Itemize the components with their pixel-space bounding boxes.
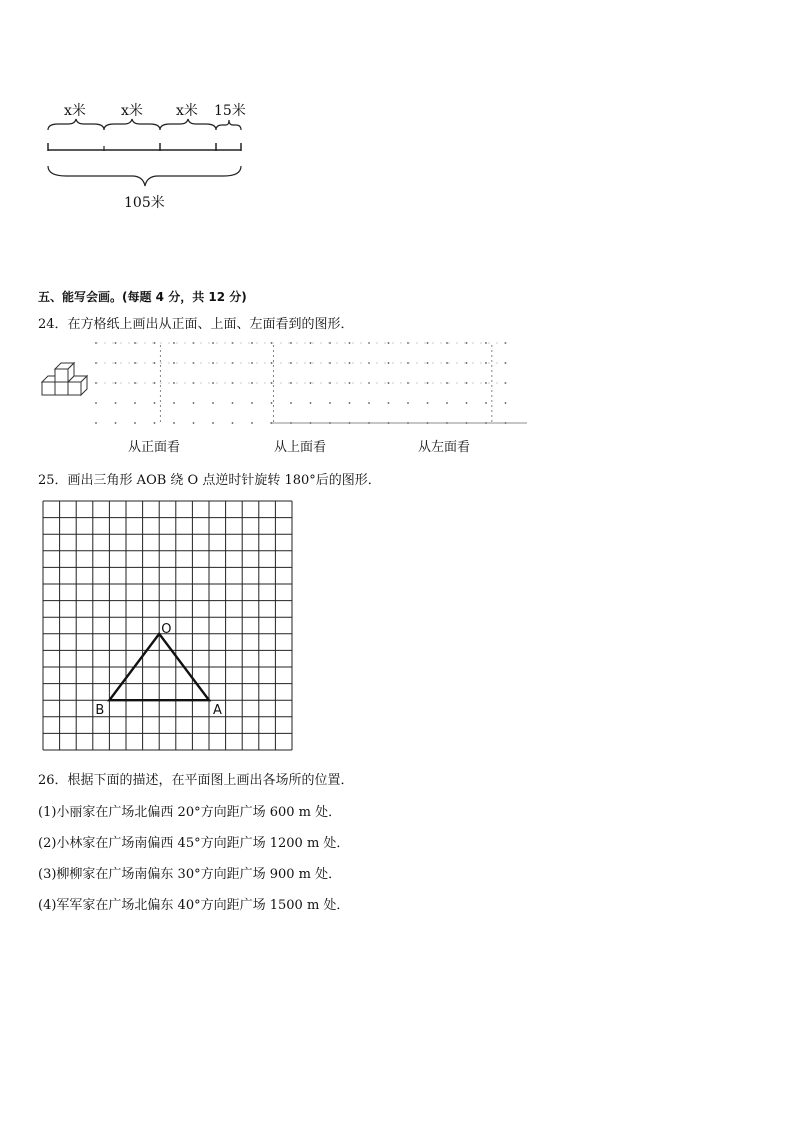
q26-item-1: (1)小丽家在广场北偏西 20°方向距广场 600 m 处． bbox=[38, 805, 342, 820]
point-label-a: A bbox=[213, 703, 222, 719]
q26-item-2: (2)小林家在广场南偏西 45°方向距广场 1200 m 处． bbox=[38, 836, 350, 851]
segment-label-4: 15米 bbox=[214, 103, 246, 119]
segment-total-label: 105米 bbox=[124, 195, 165, 211]
q26-item-4: (4)军军家在广场北偏东 40°方向距广场 1500 m 处． bbox=[38, 898, 350, 913]
point-label-b: B bbox=[95, 703, 105, 719]
rotation-grid bbox=[0, 0, 300, 760]
q26-text: 26．根据下面的描述，在平面图上画出各场所的位置． bbox=[38, 773, 354, 788]
view-label-top: 从上面看 bbox=[274, 440, 327, 455]
q26-item-3: (3)柳柳家在广场南偏东 30°方向距广场 900 m 处． bbox=[38, 867, 342, 882]
section-heading: 五、能写会画。(每题 4 分，共 12 分) bbox=[38, 290, 247, 304]
segment-label-2: x米 bbox=[121, 103, 143, 119]
view-label-left: 从左面看 bbox=[418, 440, 471, 455]
segment-label-1: x米 bbox=[64, 103, 86, 119]
q24-text: 24．在方格纸上画出从正面、上面、左面看到的图形． bbox=[38, 317, 354, 332]
view-label-front: 从正面看 bbox=[128, 440, 181, 455]
point-label-o: O bbox=[161, 621, 172, 637]
q25-text: 25．画出三角形 AOB 绕 O 点逆时针旋转 180°后的图形． bbox=[38, 473, 381, 488]
segment-label-3: x米 bbox=[176, 103, 198, 119]
